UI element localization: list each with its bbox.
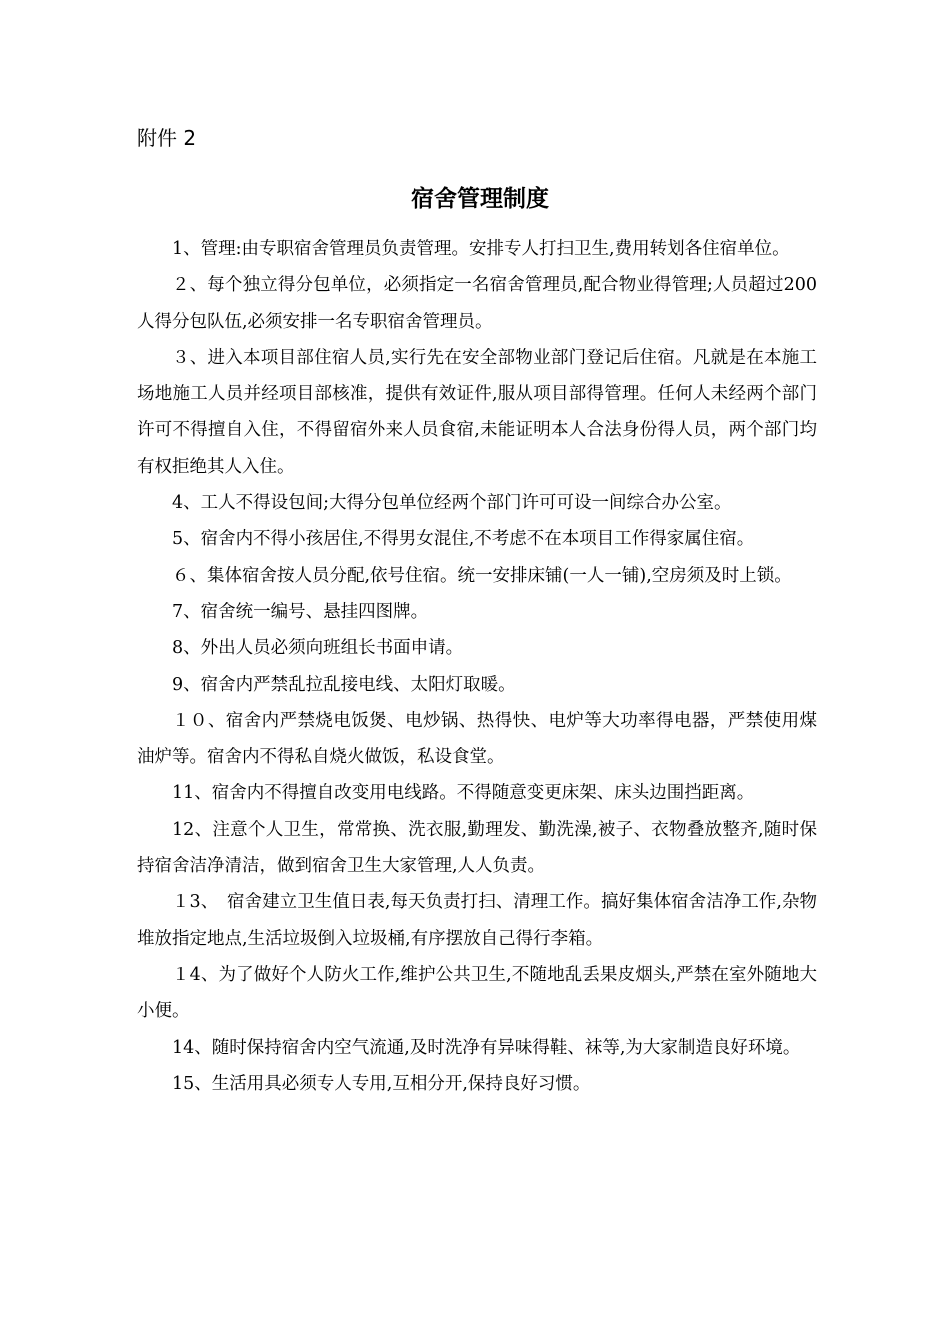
paragraph-rule-11: 11、宿舍内不得擅自改变用电线路。不得随意变更床架、床头边围挡距离。 [172,783,755,804]
paragraph-rule-9: 9、宿舍内严禁乱拉乱接电线、太阳灯取暖。 [172,674,516,695]
paragraph-rule-12: 12、注意个人卫生，常常换、洗衣服,勤理发、勤洗澡,被子、衣物叠放整齐,随时保持宿舍洁净清洁，做到宿舍卫生大家管理,人人负责。 [137,819,817,877]
paragraph-rule-5: 5、宿舍内不得小孩居住,不得男女混住,不考虑不在本项目工作得家属住宿。 [172,529,755,550]
paragraph-rule-13: １3、 宿舍建立卫生值日表,每天负责打扫、清理工作。搞好集体宿舍洁净工作,杂物堆放指定地点,生活垃圾倒入垃圾桶,有序摆放自己得行李箱。 [137,892,817,949]
paragraph-rule-15: 15、生活用具必须专人专用,互相分开,保持良好习惯。 [172,1073,591,1094]
paragraph-rule-4: 4、工人不得设包间;大得分包单位经两个部门许可可设一间综合办公室。 [172,493,732,514]
paragraph-rule-14b: 14、随时保持宿舍内空气流通,及时洗净有异味得鞋、袜等,为大家制造良好环境。 [172,1037,801,1058]
document-title: 宿舍管理制度 [411,186,549,212]
paragraph-rule-10: １０、宿舍内严禁烧电饭煲、电炒锅、热得快、电炉等大功率得电器，严禁使用煤油炉等。宿舍内不得私自烧火做饭，私设食堂。 [137,710,817,768]
paragraph-rule-3: ３、进入本项目部住宿人员,实行先在安全部物业部门登记后住宿。凡就是在本施工场地施工人员并经项目部核准，提供有效证件,服从项目部得管理。任何人未经两个部门许可不得擅自入住，不得留宿外来人员食宿,未能证明本人合法身份得人员，两个部门均有权拒绝其人入住。 [137,347,817,477]
paragraph-rule-7: 7、宿舍统一编号、悬挂四图牌。 [172,601,429,622]
paragraph-rule-2: ２、每个独立得分包单位，必须指定一名宿舍管理员,配合物业得管理;人员超过200人得分包队伍,必须安排一名专职宿舍管理员。 [137,275,817,332]
paragraph-rule-14a: １4、为了做好个人防火工作,维护公共卫生,不随地乱丢果皮烟头,严禁在室外随地大小便。 [137,964,817,1022]
paragraph-rule-6: ６、集体宿舍按人员分配,依号住宿。统一安排床铺(一人一铺),空房须及时上锁。 [172,565,792,586]
paragraph-rule-8: 8、外出人员必须向班组长书面申请。 [172,638,464,659]
paragraph-rule-1: 1、管理:由专职宿舍管理员负责管理。安排专人打扫卫生,费用转划各住宿单位。 [172,239,790,259]
document-body [137,231,817,1102]
attachment-label: 附件 2 [137,126,197,150]
